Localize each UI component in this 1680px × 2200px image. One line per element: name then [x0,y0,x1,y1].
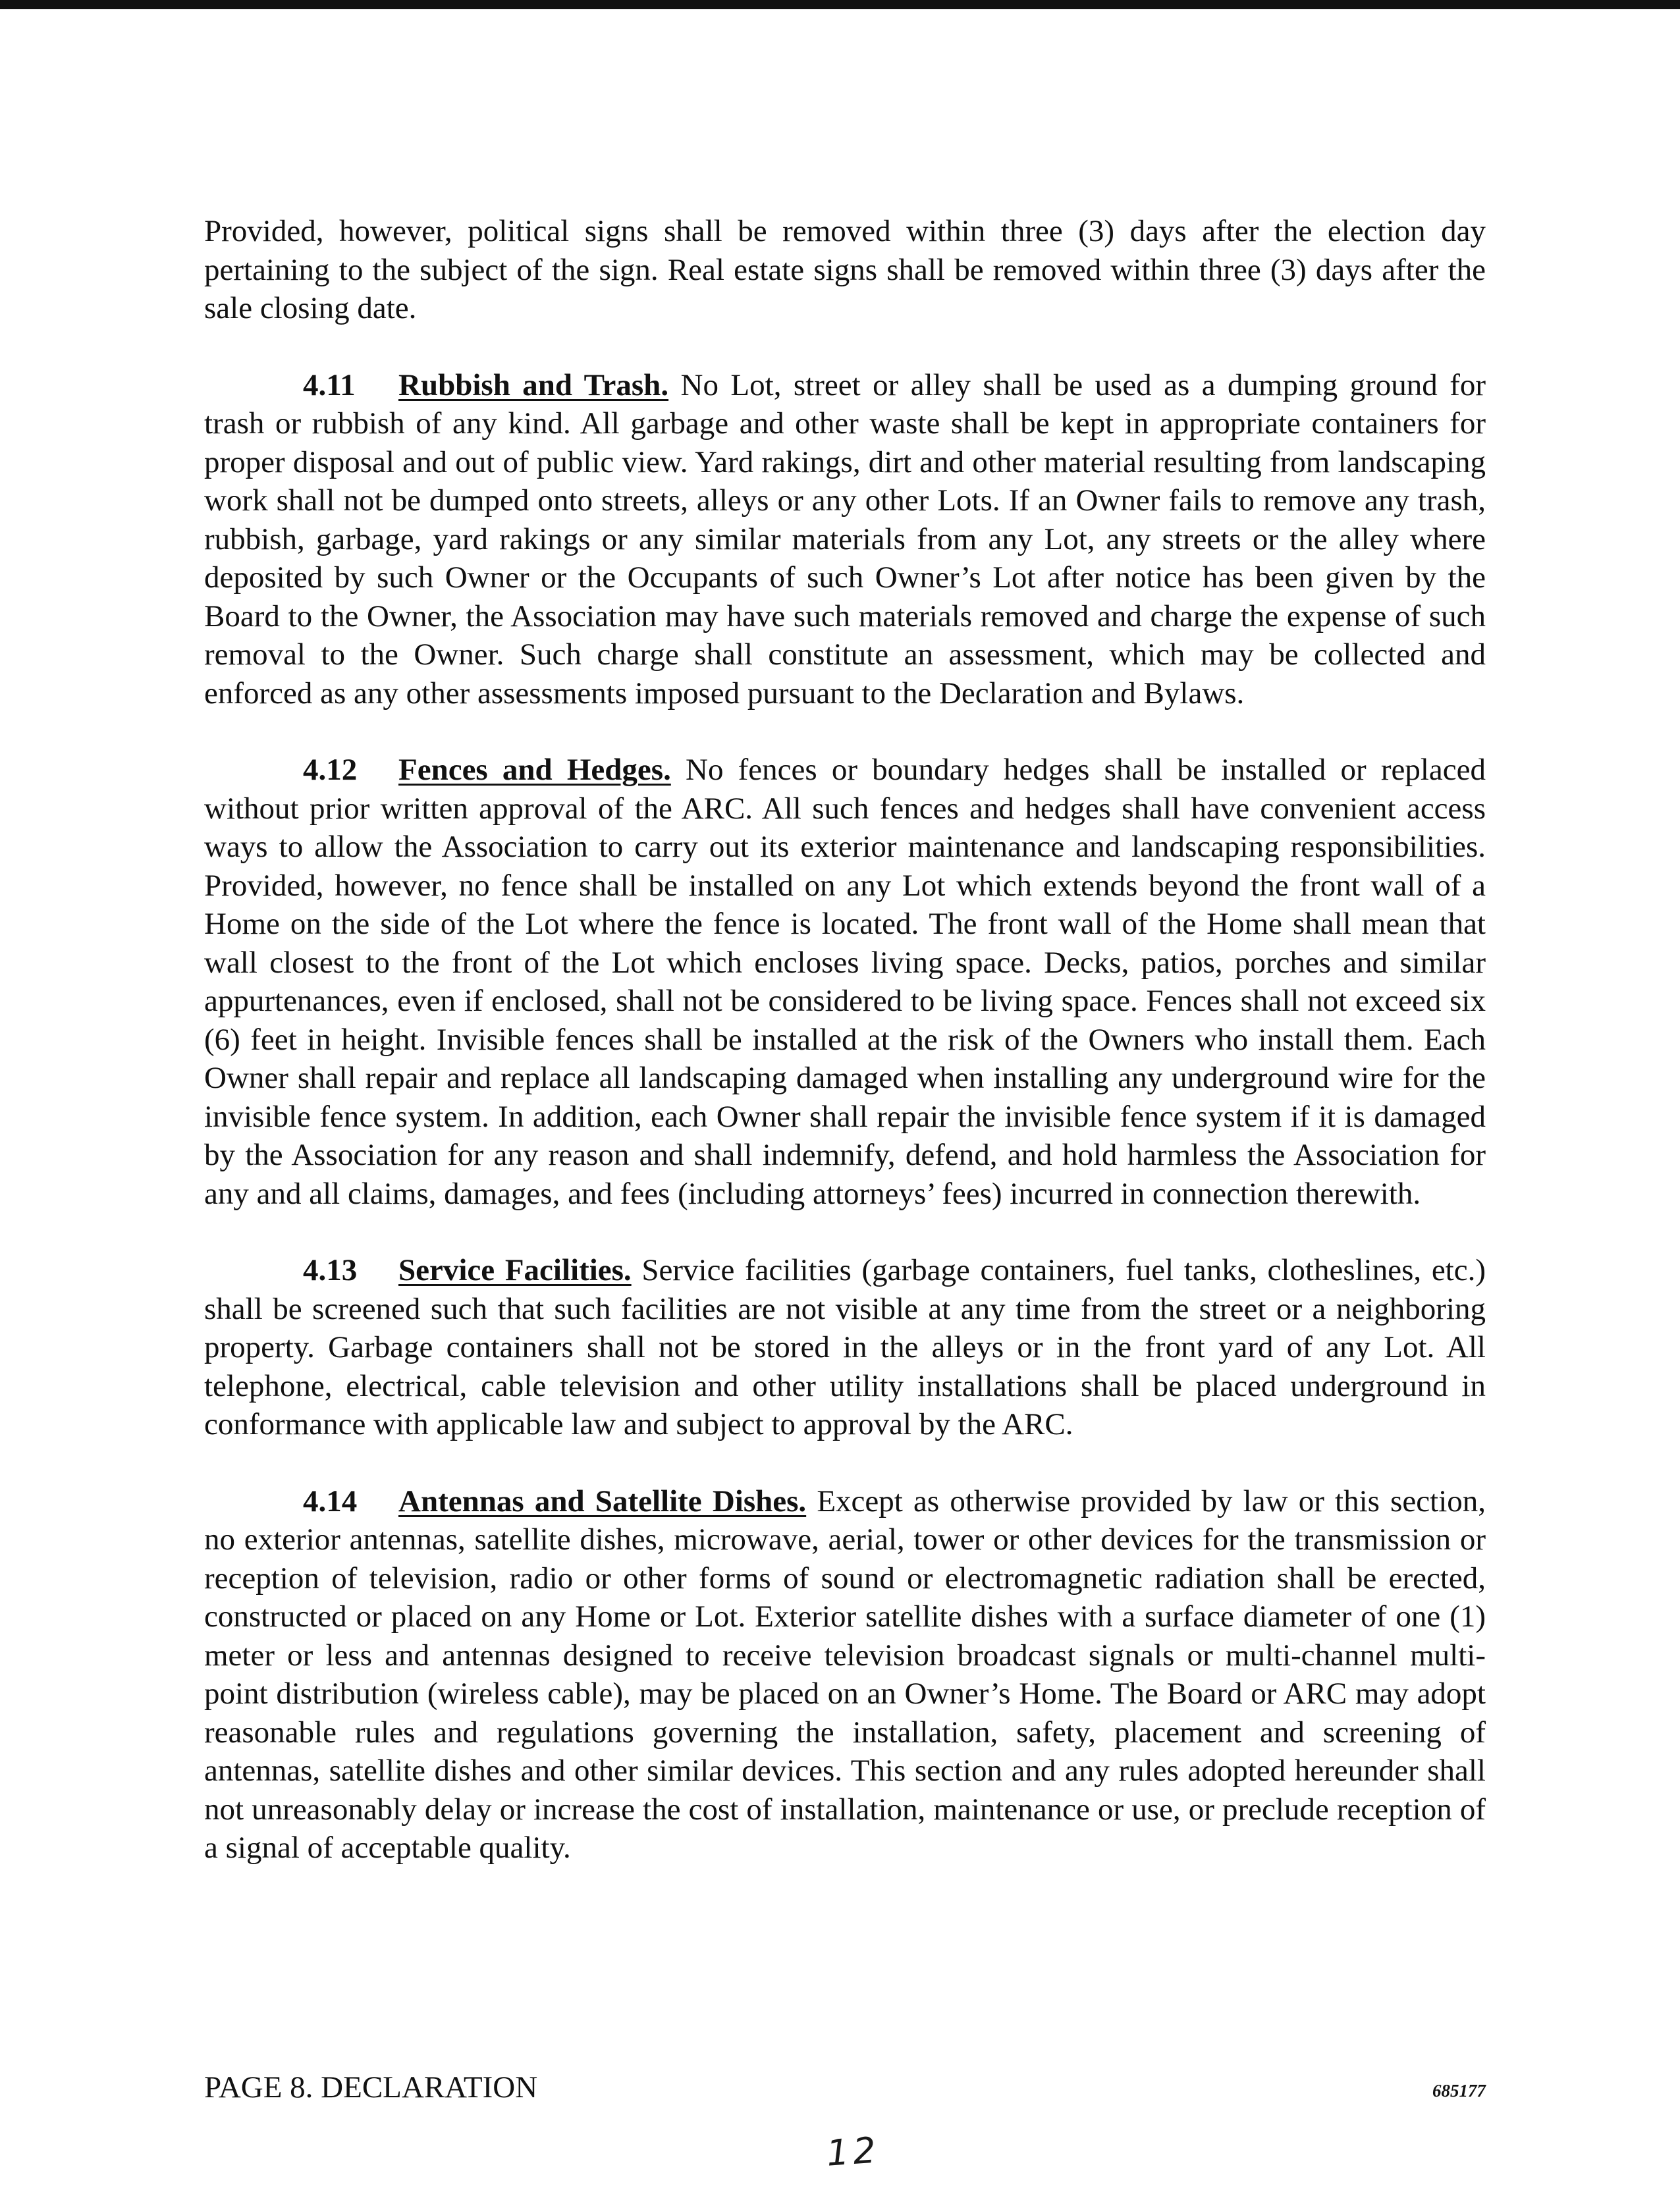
section-body: No Lot, street or alley shall be used as a dumping ground for trash or rubbish of any kind. All garbage and other waste shall be kept in appropriate containers for proper disposal and out of public view. Yard rakings, dirt and other material resulting from landscaping work shall not be dumped onto streets, alleys or any other Lots. If an Owner fails to remove any trash, rubbish, garbage, yard rakings or any similar materials from any Lot, any streets or the alley where deposited by such Owner or the Occupants of such Owner’s Lot after notice has been given by the Board to the Owner, the Association may have such materials removed and charge the expense of such removal to the Owner. Such charge shall constitute an assessment, which may be collected and enforced as any other assessments imposed pursuant to the Declaration and Bylaws. [204,367,1486,711]
section-4-11 [204,366,1486,713]
intro-paragraph: Provided, however, political signs shall be removed within three (3) days after the election day pertaining to the subject of the sign. Real estate signs shall be removed within three (3) days after the sale closing date. [204,214,1486,325]
section-body: Service facilities (garbage containers, fuel tanks, clotheslines, etc.) shall be screened such that such facilities are not visible at any time from the street or a neighboring property. Garbage containers shall not be stored in the alleys or in the front yard of any Lot. All telephone, electrical, cable television and other utility installations shall be placed underground in conformance with applicable law and subject to approval by the ARC. [204,1253,1486,1441]
section-4-14 [204,1482,1486,1867]
section-number: 4.13 [303,1253,358,1287]
footer-page-label: PAGE 8. DECLARATION [204,2070,538,2105]
top-border [0,0,1680,9]
section-body: No fences or boundary hedges shall be installed or replaced without prior written approval of the ARC. All such fences and hedges shall have convenient access ways to allow the Association to carry out its exterior maintenance and landscaping responsibilities. Provided, however, no fence shall be installed on any Lot which extends beyond the front wall of a Home on the side of the Lot where the fence is located. The front wall of the Home shall mean that wall closest to the front of the Lot which encloses living space. Decks, patios, porches and similar appurtenances, even if enclosed, shall not be considered to be living space. Fences shall not exceed six (6) feet in height. Invisible fences shall be installed at the risk of the Owners who install them. Each Owner shall repair and replace all landscaping damaged when installing any underground wire for the invisible fence system. In addition, each Owner shall repair the invisible fence system if it is damaged by the Association for any reason and shall indemnify, defend, and hold harmless the Association for any and all claims, damages, and fees (including attorneys’ fees) incurred in connection therewith. [204,753,1486,1211]
section-heading: Rubbish and Trash. [398,367,669,402]
document-page [204,212,1486,1867]
section-number: 4.11 [303,367,356,402]
section-body: Except as otherwise provided by law or this section, no exterior antennas, satellite dishes, microwave, aerial, tower or other devices for the transmission or reception of television, radio or other forms of sound or electromagnetic radiation shall be erected, constructed or placed on any Home or Lot. Exterior satellite dishes with a surface diameter of one (1) meter or less and antennas designed to receive television broadcast signals or multi-channel multi-point distribution (wireless cable), may be placed on an Owner’s Home. The Board or ARC may adopt reasonable rules and regulations governing the installation, safety, placement and screening of antennas, satellite dishes and other similar devices. This section and any rules adopted hereunder shall not unreasonably delay or increase the cost of installation, maintenance or use, or preclude reception of a signal of acceptable quality. [204,1484,1486,1865]
section-heading: Antennas and Satellite Dishes. [398,1484,807,1518]
footer-doc-number: 685177 [1432,2081,1486,2101]
handwritten-page-number: 12 [825,2129,881,2174]
section-4-12 [204,751,1486,1213]
section-heading: Service Facilities. [398,1253,632,1287]
section-heading: Fences and Hedges. [398,753,671,787]
section-4-13 [204,1251,1486,1444]
section-number: 4.14 [303,1484,358,1518]
section-number: 4.12 [303,753,358,787]
